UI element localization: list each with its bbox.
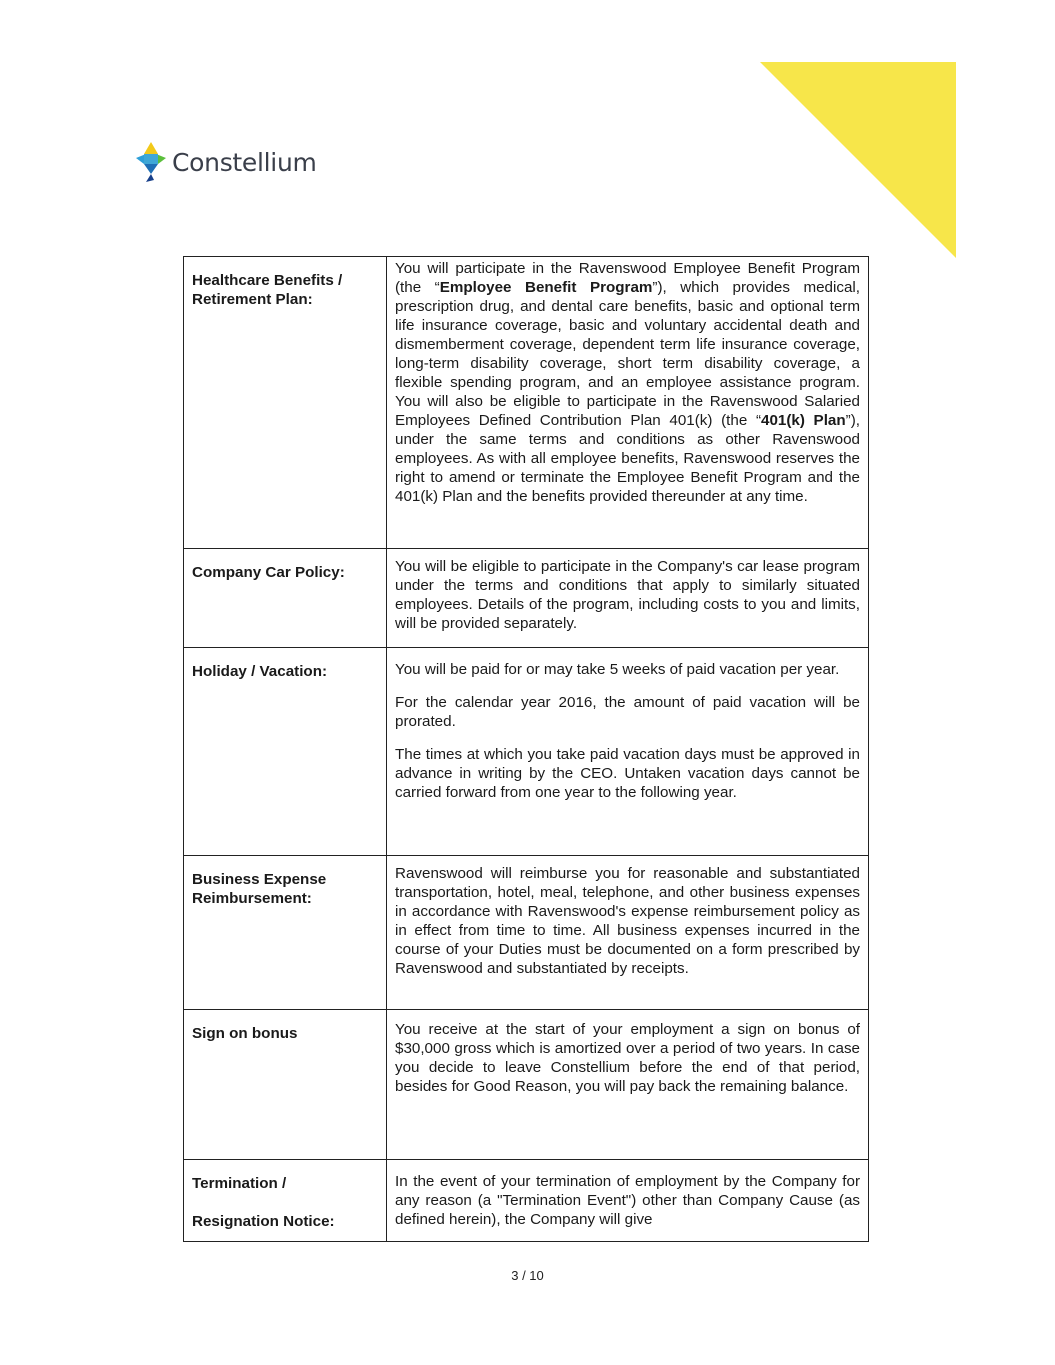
paragraph: You receive at the start of your employment a sign on bonus of $30,000 gross which is amortized over a period of two years. In case you decide to leave Constellium before the end of that period, besides for Good Reason, you will pay back the remaining balance.: [395, 1021, 860, 1095]
table-row: [184, 549, 869, 648]
text-span: You will participate in the Ravenswood Employee Benefit Program (the “: [395, 260, 860, 296]
row-label: Sign on bonus: [184, 1010, 387, 1160]
paragraph: Ravenswood will reimburse you for reasonable and substantiated transportation, hotel, meal, telephone, and other business expenses in accordance with Ravenswood's expense reimbursement policy as in effect from time to time. All business expenses incurred in the course of your Duties must be documented on a form prescribed by Ravenswood and substantiated by receipts.: [395, 865, 860, 977]
row-body: [387, 1010, 869, 1160]
text-span: ”), under the same terms and conditions as other Ravenswood employees. As with all employee benefits, Ravenswood reserves the right to amend or terminate the Employee Benefit Program and the 401(k) Plan and the benefits provided thereunder at any time.: [395, 412, 860, 505]
row-label: Business Expense Reimbursement:: [184, 856, 387, 1010]
row-label: Healthcare Benefits / Retirement Plan:: [184, 257, 387, 549]
row-body: [387, 549, 869, 648]
page-number: 3 / 10: [511, 1268, 544, 1283]
row-label: [184, 1160, 387, 1242]
table-row: [184, 257, 869, 549]
table-row: [184, 648, 869, 856]
row-label-line: Resignation Notice:: [192, 1213, 335, 1230]
table-row: [184, 856, 869, 1010]
paragraph: For the calendar year 2016, the amount of paid vacation will be prorated.: [395, 694, 860, 730]
yellow-corner-triangle: [760, 62, 956, 258]
constellium-star-icon: [134, 140, 168, 184]
table-row: [184, 1010, 869, 1160]
terms-table: [183, 256, 869, 1242]
text-span: ”), which provides medical, prescription drug, and dental care benefits, basic and optional term life insurance coverage, basic and voluntary accidental death and dismemberment coverage, dependent term life insurance coverage, long-term disability coverage, short term disability coverage, a flexible spending program, and an employee assistance program. You will also be eligible to participate in the Ravenswood Salaried Employees Defined Contribution Plan 401(k) (the “: [395, 279, 861, 429]
paragraph: You will be eligible to participate in the Company's car lease program under the terms and conditions that apply to similarly situated employees. Details of the program, including costs to you and limits, will be provided separately.: [395, 558, 860, 632]
row-body: [387, 856, 869, 1010]
paragraph: You will be paid for or may take 5 weeks of paid vacation per year.: [395, 661, 840, 678]
row-body: [387, 648, 869, 856]
row-label: Company Car Policy:: [184, 549, 387, 648]
bold-term: Employee Benefit Program: [439, 279, 653, 296]
logo-text: Constellium: [172, 147, 317, 177]
paragraph: In the event of your termination of employment by the Company for any reason (a "Termination Event") other than Company Cause (as defined herein), the Company will give: [395, 1173, 860, 1228]
bold-term: 401(k) Plan: [761, 412, 846, 429]
row-body: [387, 257, 869, 549]
paragraph: [395, 259, 860, 506]
row-label: Holiday / Vacation:: [184, 648, 387, 856]
row-label-line: Termination /: [192, 1175, 287, 1192]
constellium-logo: [134, 140, 317, 184]
paragraph: The times at which you take paid vacation days must be approved in advance in writing by the CEO. Untaken vacation days cannot be carried forward from one year to the following year.: [395, 746, 860, 801]
table-row: [184, 1160, 869, 1242]
row-body: [387, 1160, 869, 1242]
